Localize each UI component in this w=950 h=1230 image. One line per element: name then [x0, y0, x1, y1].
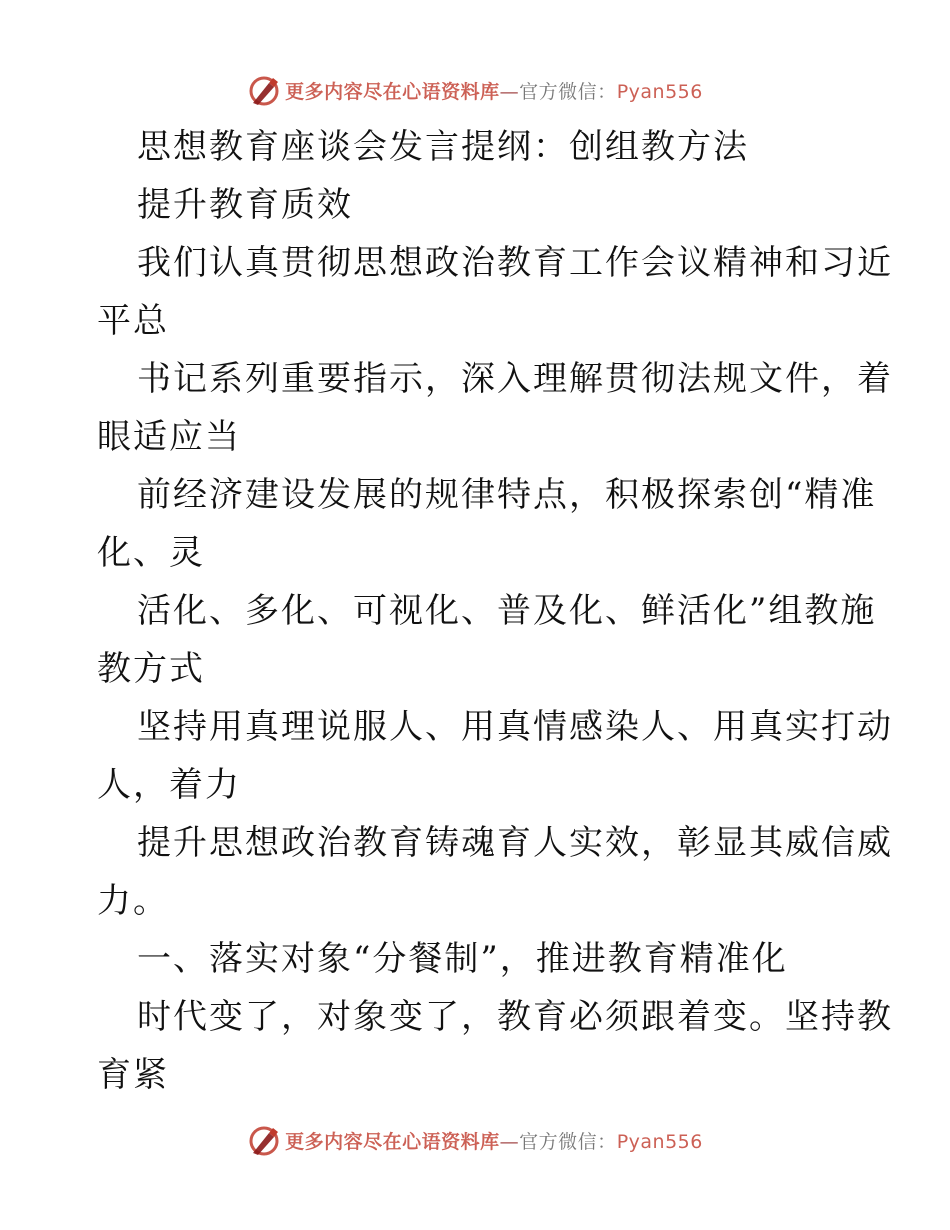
header-watermark-banner [0, 70, 950, 110]
paragraph-line: 书记系列重要指示，深入理解贯彻法规文件，着 [137, 359, 893, 399]
footer-watermark-banner [0, 1120, 950, 1160]
banner-text: 更多内容尽在心语资料库—官方微信：Pyan556 [285, 80, 703, 103]
title-line-2: 提升教育质效 [137, 185, 353, 225]
paragraph-line: 教方式 [97, 649, 205, 689]
paragraph-line: 我们认真贯彻思想政治教育工作会议精神和习近 [137, 243, 893, 283]
paragraph-line: 力。 [97, 881, 169, 921]
paragraph-line: 提升思想政治教育铸魂育人实效，彰显其威信威 [137, 823, 893, 863]
paragraph-line: 育紧 [97, 1055, 169, 1095]
paragraph-line: 化、灵 [97, 533, 205, 573]
paragraph-line: 坚持用真理说服人、用真情感染人、用真实打动 [137, 707, 893, 747]
paragraph-line: 前经济建设发展的规律特点，积极探索创“精准 [137, 475, 877, 515]
section-heading: 一、落实对象“分餐制”，推进教育精准化 [137, 939, 788, 979]
paragraph-line: 平总 [97, 301, 169, 341]
pen-logo-icon [247, 73, 281, 107]
paragraph-line: 活化、多化、可视化、普及化、鲜活化”组教施 [137, 591, 877, 631]
pen-logo-icon [247, 1123, 281, 1157]
paragraph-line: 眼适应当 [97, 417, 241, 457]
document-body [97, 118, 893, 1104]
paragraph-line: 人，着力 [97, 765, 241, 805]
banner-text: 更多内容尽在心语资料库—官方微信：Pyan556 [285, 1130, 703, 1153]
paragraph-line: 时代变了，对象变了，教育必须跟着变。坚持教 [137, 997, 893, 1037]
title-line-1: 思想教育座谈会发言提纲：创组教方法 [137, 127, 749, 167]
